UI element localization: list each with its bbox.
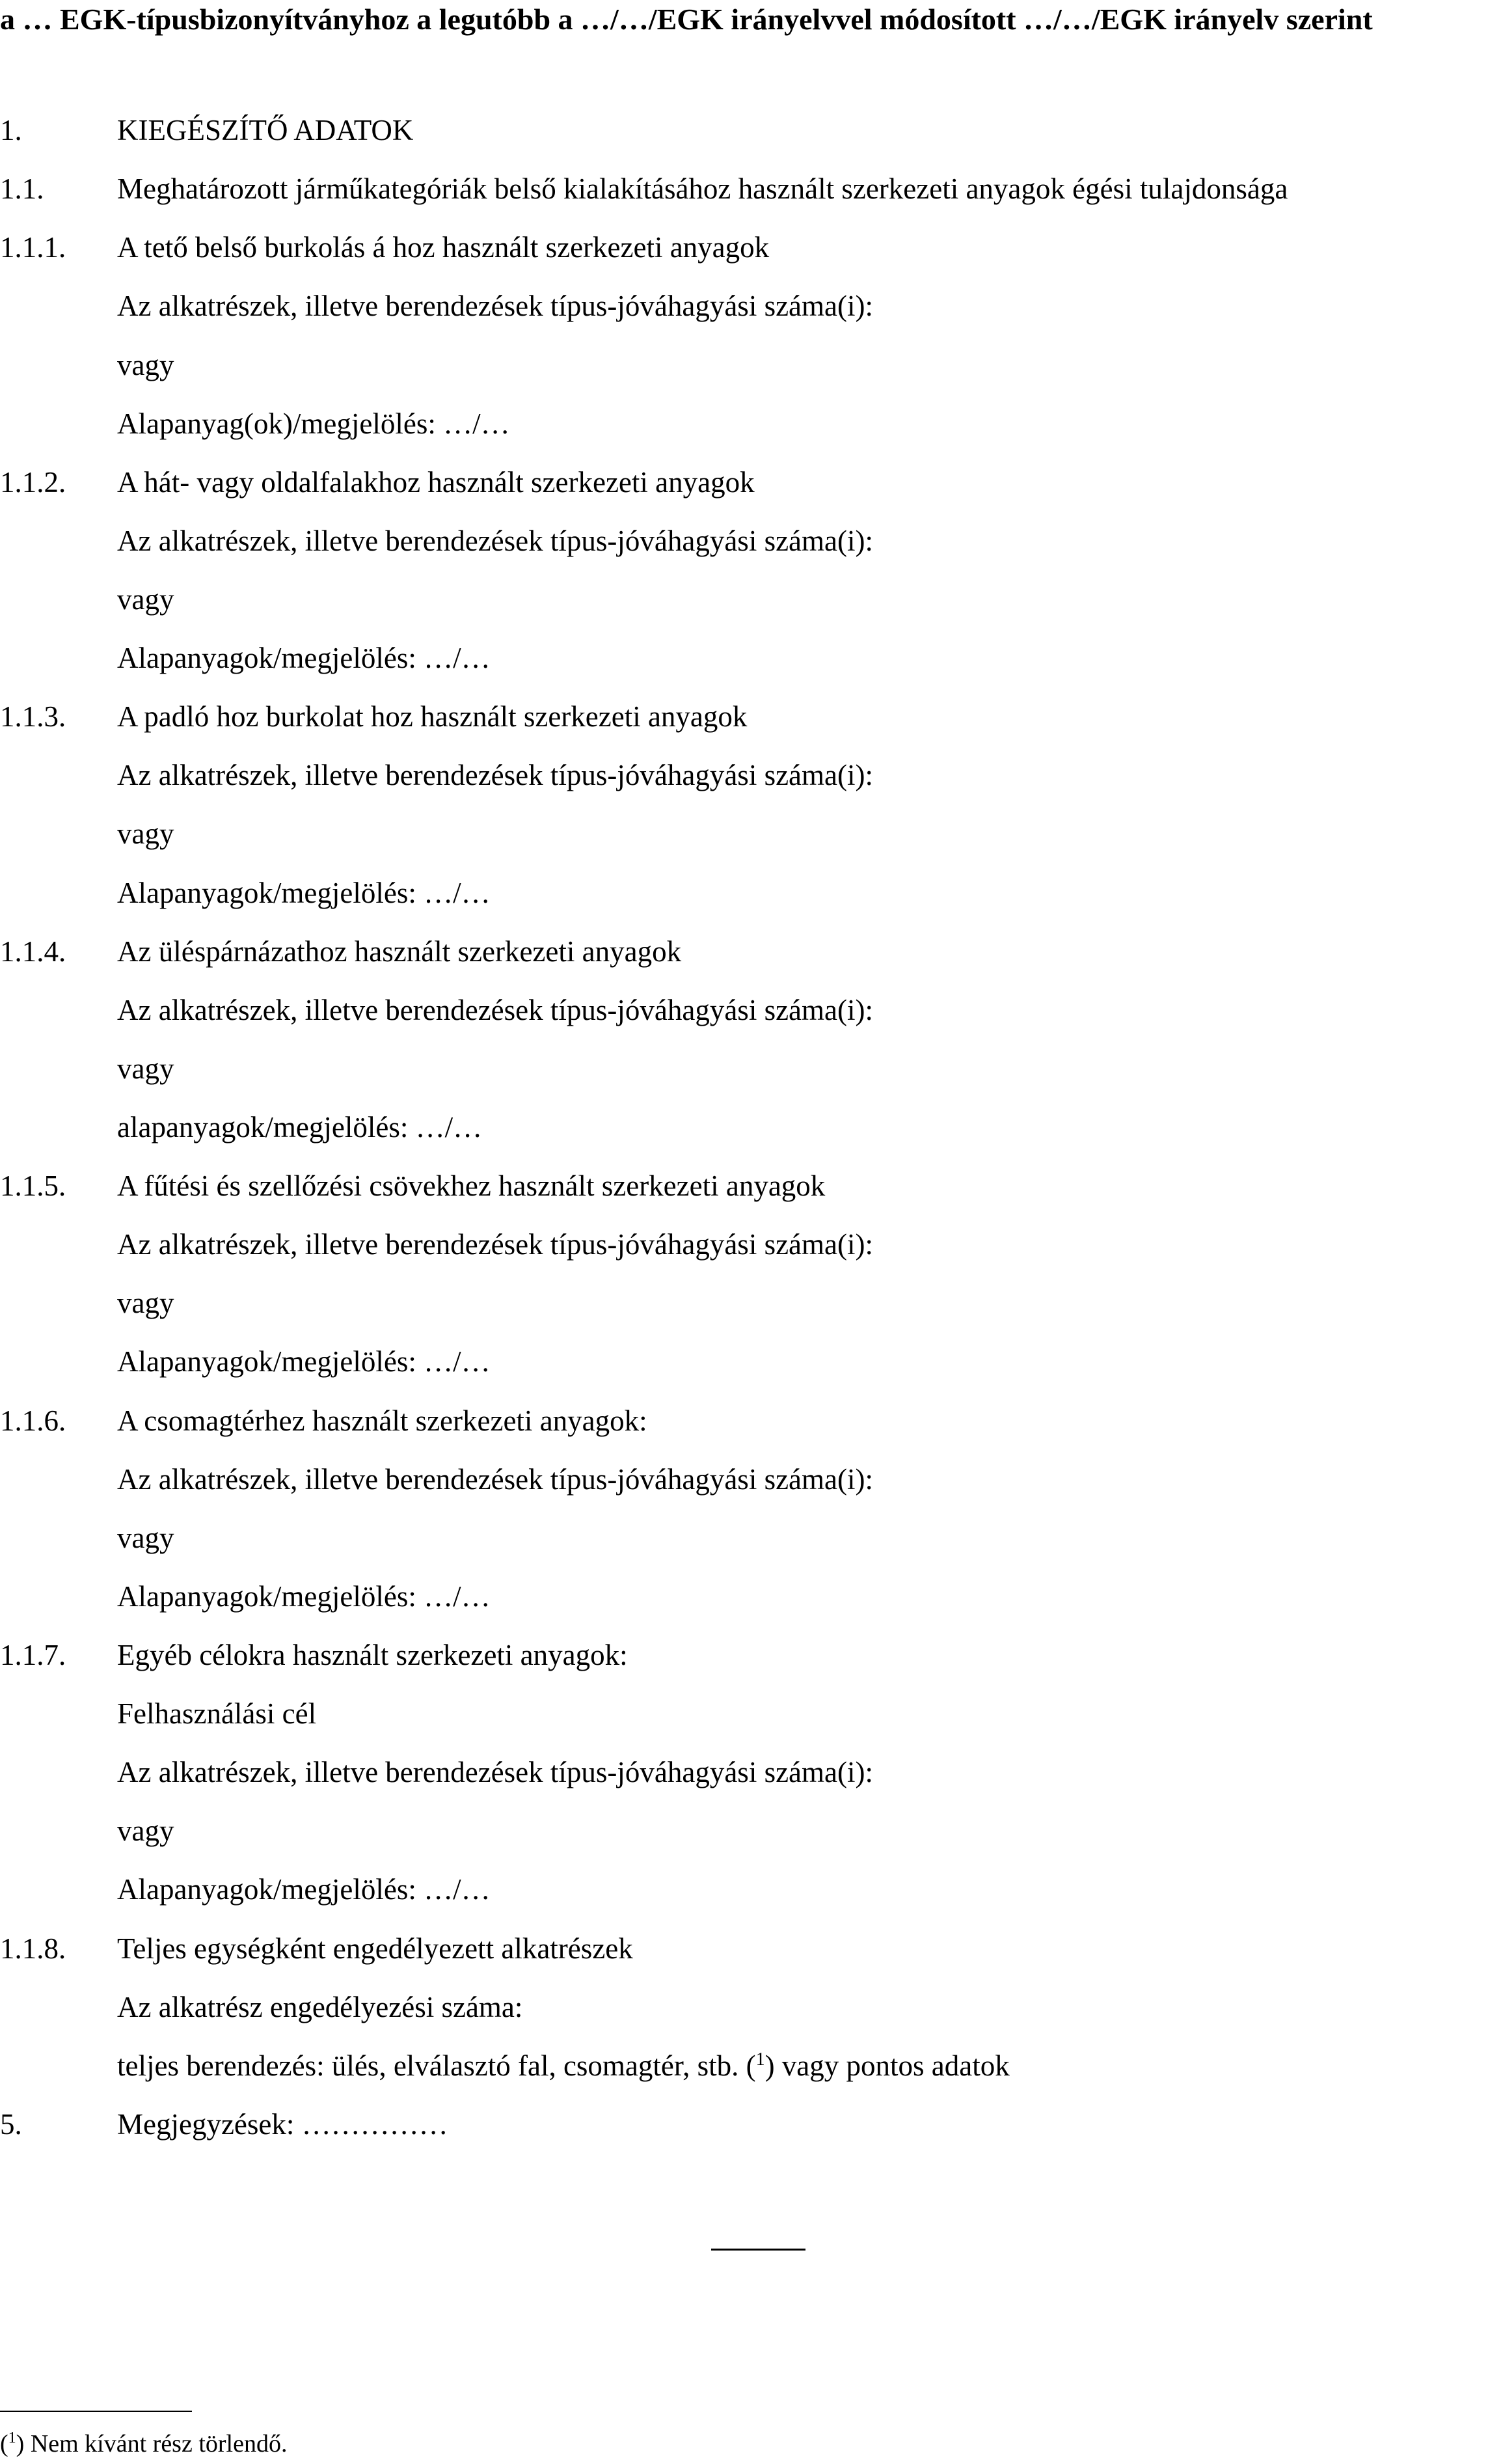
item-text: Az alkatrészek, illetve berendezések típus-jóváhagyási száma(i): bbox=[117, 1463, 873, 1496]
footnote-open: ( bbox=[0, 2430, 8, 2457]
item-text: Az alkatrészek, illetve berendezések típus-jóváhagyási száma(i): bbox=[117, 759, 873, 791]
item-text: Az alkatrész engedélyezési száma: bbox=[117, 1991, 523, 2023]
item-text: KIEGÉSZÍTŐ ADATOK bbox=[117, 114, 414, 146]
item-text: A padló hoz burkolat hoz használt szerkezeti anyagok bbox=[117, 700, 748, 733]
item-text: Meghatározott járműkategóriák belső kialakításához használt szerkezeti anyagok égési tulajdonsága bbox=[117, 172, 1288, 205]
page-title: a … EGK-típusbizonyítványhoz a legutóbb a …/…/EGK irányelvvel módosított …/…/EGK irányelv szerint bbox=[0, 3, 1373, 36]
item-text: A hát- vagy oldalfalakhoz használt szerkezeti anyagok bbox=[117, 466, 755, 499]
item-number: 1.1.4. bbox=[0, 935, 66, 968]
footnote-close: ) bbox=[16, 2430, 25, 2457]
item-number: 1.1.7. bbox=[0, 1639, 66, 1671]
item-text: Az alkatrészek, illetve berendezések típus-jóváhagyási száma(i): bbox=[117, 1228, 873, 1261]
item-text: Alapanyagok/megjelölés: …/… bbox=[117, 877, 491, 909]
item-text: Alapanyagok/megjelölés: …/… bbox=[117, 1873, 491, 1906]
item-text: vagy bbox=[117, 1814, 174, 1847]
item-text: vagy bbox=[117, 817, 174, 850]
item-text: vagy bbox=[117, 1522, 174, 1554]
item-text: Felhasználási cél bbox=[117, 1697, 317, 1730]
footnote bbox=[0, 2428, 287, 2460]
item-number: 5. bbox=[0, 2108, 22, 2141]
item-text: A tető belső burkolás á hoz használt szerkezeti anyagok bbox=[117, 231, 770, 264]
item-text: alapanyagok/megjelölés: …/… bbox=[117, 1111, 483, 1143]
item-number: 1.1.3. bbox=[0, 700, 66, 733]
item-text: A fűtési és szellőzési csövekhez használt szerkezeti anyagok bbox=[117, 1170, 826, 1202]
item-text: Az alkatrészek, illetve berendezések típus-jóváhagyási száma(i): bbox=[117, 290, 873, 322]
footnote-marker: 1 bbox=[8, 2430, 16, 2446]
item-number: 1.1. bbox=[0, 172, 44, 205]
item-number: 1.1.8. bbox=[0, 1932, 66, 1965]
item-text bbox=[117, 2045, 1010, 2087]
item-text: Egyéb célokra használt szerkezeti anyagok: bbox=[117, 1639, 628, 1671]
equipment-text-before: teljes berendezés: ülés, elválasztó fal, csomagtér, stb. ( bbox=[117, 2049, 756, 2082]
item-text: Az alkatrészek, illetve berendezések típus-jóváhagyási száma(i): bbox=[117, 1756, 873, 1788]
item-text: Teljes egységként engedélyezett alkatrészek bbox=[117, 1932, 633, 1965]
section-divider bbox=[711, 2249, 805, 2251]
item-number: 1.1.5. bbox=[0, 1170, 66, 1202]
footnote-divider bbox=[0, 2411, 192, 2412]
item-text: vagy bbox=[117, 1287, 174, 1319]
footnote-text: Nem kívánt rész törlendő. bbox=[30, 2430, 288, 2457]
footnote-reference[interactable]: 1 bbox=[755, 2049, 765, 2070]
item-number: 1.1.6. bbox=[0, 1404, 66, 1437]
item-text: vagy bbox=[117, 349, 174, 381]
item-text: vagy bbox=[117, 583, 174, 616]
item-text: Alapanyagok/megjelölés: …/… bbox=[117, 642, 491, 674]
item-text: A csomagtérhez használt szerkezeti anyagok: bbox=[117, 1404, 647, 1437]
item-number: 1.1.1. bbox=[0, 231, 66, 264]
item-number: 1. bbox=[0, 114, 22, 146]
item-text: Az alkatrészek, illetve berendezések típus-jóváhagyási száma(i): bbox=[117, 994, 873, 1026]
item-text: Alapanyagok/megjelölés: …/… bbox=[117, 1345, 491, 1378]
item-text: Alapanyag(ok)/megjelölés: …/… bbox=[117, 407, 510, 440]
item-number: 1.1.2. bbox=[0, 466, 66, 499]
item-text: Az alkatrészek, illetve berendezések típus-jóváhagyási száma(i): bbox=[117, 525, 873, 557]
item-text: vagy bbox=[117, 1052, 174, 1085]
item-text: Alapanyagok/megjelölés: …/… bbox=[117, 1580, 491, 1613]
item-text: Az üléspárnázathoz használt szerkezeti anyagok bbox=[117, 935, 682, 968]
remarks-label: Megjegyzések: …………… bbox=[117, 2108, 448, 2141]
equipment-text-after: ) vagy pontos adatok bbox=[764, 2049, 1010, 2082]
